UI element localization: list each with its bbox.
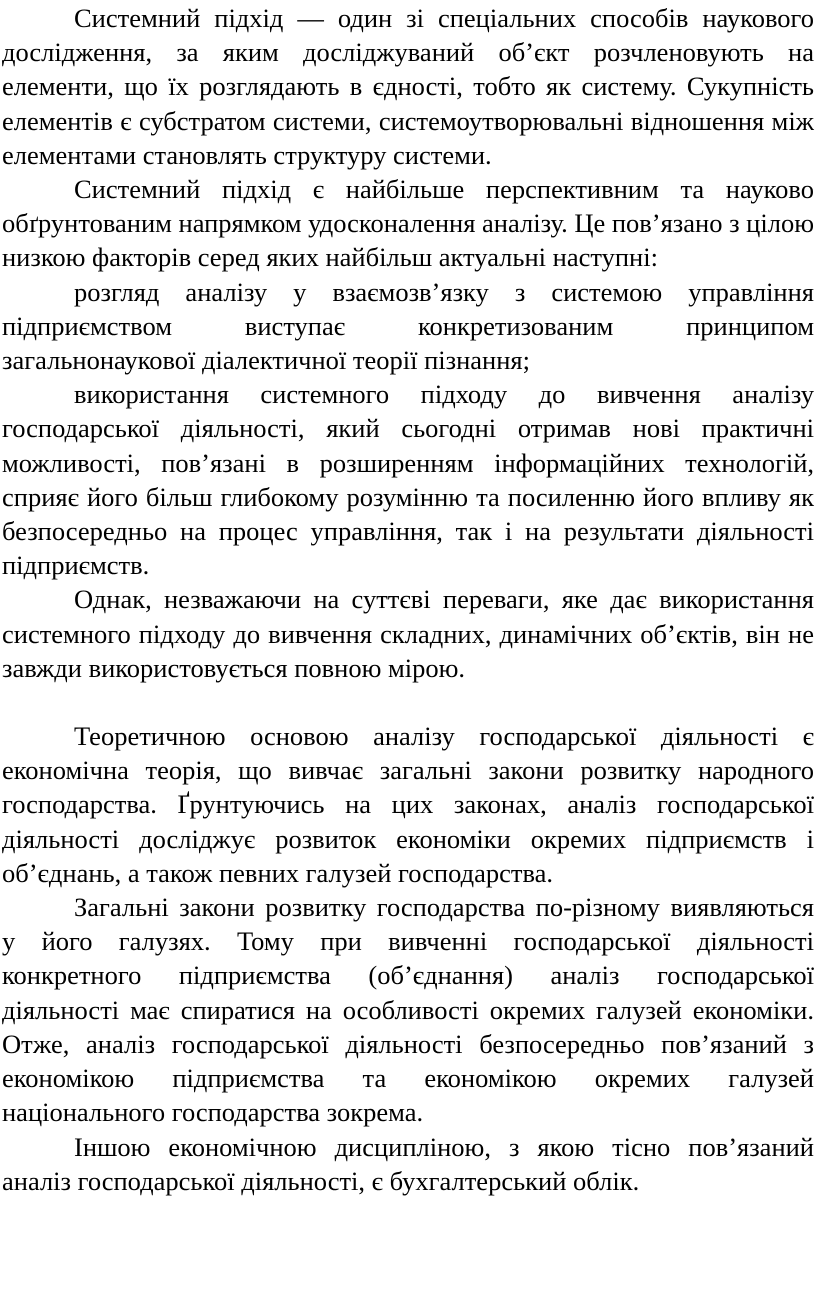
section-gap xyxy=(2,685,814,719)
paragraph-systems-approach-perspective: Системний підхід є найбільше перспективним та науково обґрунтованим напрямком удосконалення аналізу. Це пов’язано з цілою низкою факторів серед яких найбільш актуальні наступні: xyxy=(2,174,815,273)
paragraph-limitations: Однак, незважаючи на суттєві переваги, яке дає використання системного підходу до вивчення складних, динамічних об’єктів, він не завжди використовується повною мірою. xyxy=(2,584,814,683)
paragraph-accounting-link: Іншою економічною дисципліною, з якою тісно пов’язаний аналіз господарської діяльності, є бухгалтерський облік. xyxy=(2,1131,814,1196)
paragraph-list-item-it-usage: використання системного підходу до вивчення аналізу господарської діяльності, який сьогодні отримав нові практичні можливості, пов’язані в розширенням інформаційних технологій, сприяє його більш глибокому розумінню та посиленню його впливу як безпосередньо на процес управління, так і на результати діяльності підприємств. xyxy=(2,379,814,581)
document-page xyxy=(2,1,814,1198)
paragraph-economic-theory-basis: Теоретичною основою аналізу господарської діяльності є економічна теорія, що вивчає загальні закони розвитку народного господарства. Ґрунтуючись на цих законах, аналіз господарської діяльності досліджує розвиток економіки окремих підприємств і об’єднань, а також певних галузей господарства. xyxy=(2,721,814,888)
paragraph-industry-laws: Загальні закони розвитку господарства по-різному виявляються у його галузях. Тому при вивченні господарської діяльності конкретного підприємства (об’єднання) аналіз господарської діяльності має спиратися на особливості окремих галузей економіки. Отже, аналіз господарської діяльності безпосередньо пов’язаний з економікою підприємства та економікою окремих галузей національного господарства зокрема. xyxy=(2,892,814,1128)
paragraph-systems-approach-definition: Системний підхід — один зі спеціальних способів наукового дослідження, за яким досліджуваний об’єкт розчленовують на елементи, що їх розглядають в єдності, тобто як систему. Сукупність елементів є субстратом системи, системоутворювальні відношення між елементами становлять структуру системи. xyxy=(2,3,814,170)
paragraph-list-item-interconnection: розгляд аналізу у взаємозв’язку з системою управління підприємством виступає конкретизованим принципом загальнонаукової діалектичної теорії пізнання; xyxy=(2,276,814,376)
